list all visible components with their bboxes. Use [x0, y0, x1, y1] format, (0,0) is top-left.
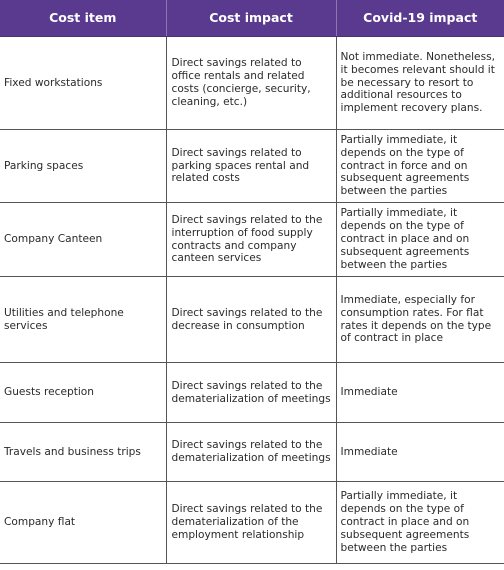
cell-cost-item: Company flat: [0, 482, 166, 564]
cell-cost-item: Company Canteen: [0, 203, 166, 277]
table-row: [0, 423, 504, 482]
cell-covid-impact: Partially immediate, it depends on the type of contract in place and on subsequent agreements between the parties: [336, 203, 504, 277]
cell-covid-impact: Immediate: [336, 423, 504, 482]
table-header-row: [0, 0, 504, 37]
header-cost-impact: Cost impact: [166, 0, 336, 37]
header-cost-item: Cost item: [0, 0, 166, 37]
cell-cost-item: Parking spaces: [0, 130, 166, 203]
cell-covid-impact: Immediate: [336, 363, 504, 423]
table-row: [0, 37, 504, 130]
table-row: [0, 203, 504, 277]
cell-cost-item: Utilities and telephone services: [0, 277, 166, 363]
cell-cost-item: Guests reception: [0, 363, 166, 423]
cell-cost-impact: Direct savings related to the interruption of food supply contracts and company canteen services: [166, 203, 336, 277]
cell-cost-impact: Direct savings related to parking spaces rental and related costs: [166, 130, 336, 203]
cell-cost-impact: Direct savings related to office rentals and related costs (concierge, security, cleaning, etc.): [166, 37, 336, 130]
cell-cost-impact: Direct savings related to the dematerialization of meetings: [166, 423, 336, 482]
table-row: [0, 277, 504, 363]
table-row: [0, 130, 504, 203]
cell-covid-impact: Immediate, especially for consumption rates. For flat rates it depends on the type of contract in place: [336, 277, 504, 363]
header-covid-impact: Covid-19 impact: [336, 0, 504, 37]
cell-cost-impact: Direct savings related to the dematerialization of the employment relationship: [166, 482, 336, 564]
cell-covid-impact: Partially immediate, it depends on the type of contract in place and on subsequent agreements between the parties: [336, 482, 504, 564]
cell-cost-item: Fixed workstations: [0, 37, 166, 130]
cell-covid-impact: Not immediate. Nonetheless, it becomes relevant should it be necessary to resort to additional resources to implement recovery plans.: [336, 37, 504, 130]
cell-cost-item: Travels and business trips: [0, 423, 166, 482]
cell-covid-impact: Partially immediate, it depends on the type of contract in force and on subsequent agreements between the parties: [336, 130, 504, 203]
cell-cost-impact: Direct savings related to the dematerialization of meetings: [166, 363, 336, 423]
table-row: [0, 363, 504, 423]
table-row: [0, 482, 504, 564]
cell-cost-impact: Direct savings related to the decrease in consumption: [166, 277, 336, 363]
